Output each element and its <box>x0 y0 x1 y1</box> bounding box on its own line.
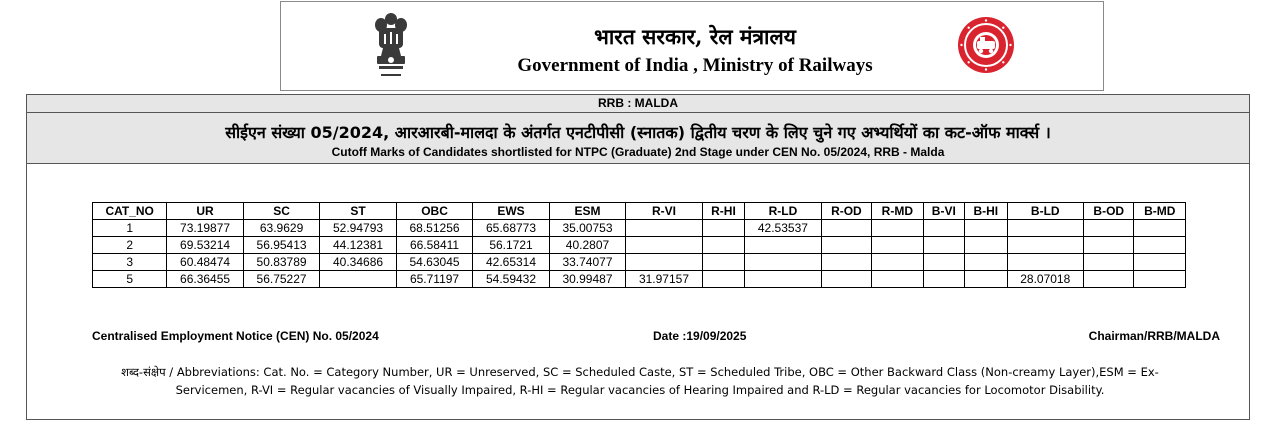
table-cell <box>626 237 702 254</box>
table-cell <box>821 237 871 254</box>
column-header: OBC <box>396 203 472 220</box>
signatory: Chairman/RRB/MALDA <box>1088 329 1220 343</box>
table-cell <box>626 254 702 271</box>
column-header: CAT_NO <box>93 203 167 220</box>
table-cell <box>923 237 965 254</box>
table-cell <box>1134 254 1186 271</box>
table-cell <box>923 254 965 271</box>
table-cell <box>965 271 1007 288</box>
table-cell <box>1007 237 1083 254</box>
column-header: EWS <box>473 203 549 220</box>
table-cell <box>702 271 744 288</box>
table-cell <box>1084 237 1134 254</box>
table-cell <box>923 271 965 288</box>
table-cell: 56.75227 <box>243 271 319 288</box>
abbreviations-note: शब्द-संक्षेप / Abbreviations: Cat. No. = Category Number, UR = Unreserved, SC = Scheduled Caste, ST = Scheduled Tribe, OBC = Other Backward Class (Non-creamy Layer),ESM = Ex-Servicemen, R-VI = Regular vacancies of Visually Impaired, R-HI = Regular vacancies of Hearing Impaired and R-LD = Regular vacancies for Locomotor Disability. <box>121 365 1159 397</box>
table-cell <box>872 237 923 254</box>
table-row <box>93 237 1186 254</box>
table-cell: 33.74077 <box>549 254 625 271</box>
table-cell <box>923 220 965 237</box>
table-cell: 60.48474 <box>167 254 243 271</box>
table-cell: 35.00753 <box>549 220 625 237</box>
table-row <box>93 220 1186 237</box>
caption-english: Cutoff Marks of Candidates shortlisted for NTPC (Graduate) 2nd Stage under CEN No. 05/2024, RRB - Malda <box>331 145 945 159</box>
table-row <box>93 254 1186 271</box>
national-emblem-icon <box>369 10 413 84</box>
table-cell: 5 <box>93 271 167 288</box>
table-cell: 68.51256 <box>396 220 472 237</box>
table-header-row <box>93 203 1186 220</box>
column-header: B-OD <box>1084 203 1134 220</box>
table-cell: 40.2807 <box>549 237 625 254</box>
table-cell: 28.07018 <box>1007 271 1083 288</box>
table-cell: 56.1721 <box>473 237 549 254</box>
letterhead <box>280 1 1104 91</box>
table-cell: 69.53214 <box>167 237 243 254</box>
cutoff-table <box>92 202 1186 288</box>
column-header: R-LD <box>745 203 821 220</box>
caption-box <box>26 112 1250 164</box>
table-cell: 44.12381 <box>320 237 396 254</box>
table-cell <box>821 271 871 288</box>
table-cell: 56.95413 <box>243 237 319 254</box>
table-cell <box>965 237 1007 254</box>
table-cell <box>1084 271 1134 288</box>
cen-number: Centralised Employment Notice (CEN) No. 05/2024 <box>92 329 379 343</box>
table-cell <box>626 220 702 237</box>
table-cell: 54.59432 <box>473 271 549 288</box>
table-cell <box>1084 220 1134 237</box>
table-cell <box>1134 220 1186 237</box>
table-cell: 63.9629 <box>243 220 319 237</box>
caption-hindi: सीईएन संख्या 05/2024, आरआरबी-मालदा के अंतर्गत एनटीपीसी (स्नातक) द्वितीय चरण के लिए चुने गए अभ्यर्थियों का कट-ऑफ मार्क्स । <box>225 123 1051 142</box>
table-cell: 3 <box>93 254 167 271</box>
header-title-hindi: भारत सरकार, रेल मंत्रालय <box>594 24 796 49</box>
table-cell: 50.83789 <box>243 254 319 271</box>
column-header: R-HI <box>702 203 744 220</box>
column-header: R-VI <box>626 203 702 220</box>
table-cell <box>745 254 821 271</box>
column-header: B-LD <box>1007 203 1083 220</box>
table-cell: 1 <box>93 220 167 237</box>
table-cell: 30.99487 <box>549 271 625 288</box>
table-row <box>93 271 1186 288</box>
table-body <box>93 220 1186 288</box>
table-cell <box>965 220 1007 237</box>
table-cell: 40.34686 <box>320 254 396 271</box>
notice-date: Date :19/09/2025 <box>653 329 747 343</box>
column-header: R-MD <box>872 203 923 220</box>
table-cell <box>745 271 821 288</box>
table-cell <box>872 220 923 237</box>
column-header: B-VI <box>923 203 965 220</box>
document-frame-bottom <box>26 419 1250 420</box>
table-cell: 31.97157 <box>626 271 702 288</box>
table-cell <box>1084 254 1134 271</box>
table-cell <box>872 271 923 288</box>
column-header: B-HI <box>965 203 1007 220</box>
table-cell: 2 <box>93 237 167 254</box>
header-title-english: Government of India , Ministry of Railways <box>517 55 873 76</box>
table-cell <box>745 237 821 254</box>
table-cell <box>702 220 744 237</box>
column-header: B-MD <box>1134 203 1186 220</box>
table-cell <box>320 271 396 288</box>
indian-railways-logo-icon <box>957 16 1015 74</box>
table-cell: 66.36455 <box>167 271 243 288</box>
column-header: UR <box>167 203 243 220</box>
table-cell: 52.94793 <box>320 220 396 237</box>
table-cell <box>702 237 744 254</box>
table-cell: 66.58411 <box>396 237 472 254</box>
column-header: R-OD <box>821 203 871 220</box>
column-header: ESM <box>549 203 625 220</box>
rrb-label: RRB : MALDA <box>26 94 1250 113</box>
table-cell: 42.53537 <box>745 220 821 237</box>
table-cell <box>1007 220 1083 237</box>
column-header: ST <box>320 203 396 220</box>
table-cell <box>1134 271 1186 288</box>
table-cell <box>872 254 923 271</box>
table-cell <box>965 254 1007 271</box>
table-cell <box>821 220 871 237</box>
table-cell: 65.71197 <box>396 271 472 288</box>
table-cell: 65.68773 <box>473 220 549 237</box>
column-header: SC <box>243 203 319 220</box>
table-cell <box>1134 237 1186 254</box>
table-cell <box>821 254 871 271</box>
table-cell <box>702 254 744 271</box>
table-cell: 73.19877 <box>167 220 243 237</box>
table-cell <box>1007 254 1083 271</box>
table-cell: 42.65314 <box>473 254 549 271</box>
table-cell: 54.63045 <box>396 254 472 271</box>
